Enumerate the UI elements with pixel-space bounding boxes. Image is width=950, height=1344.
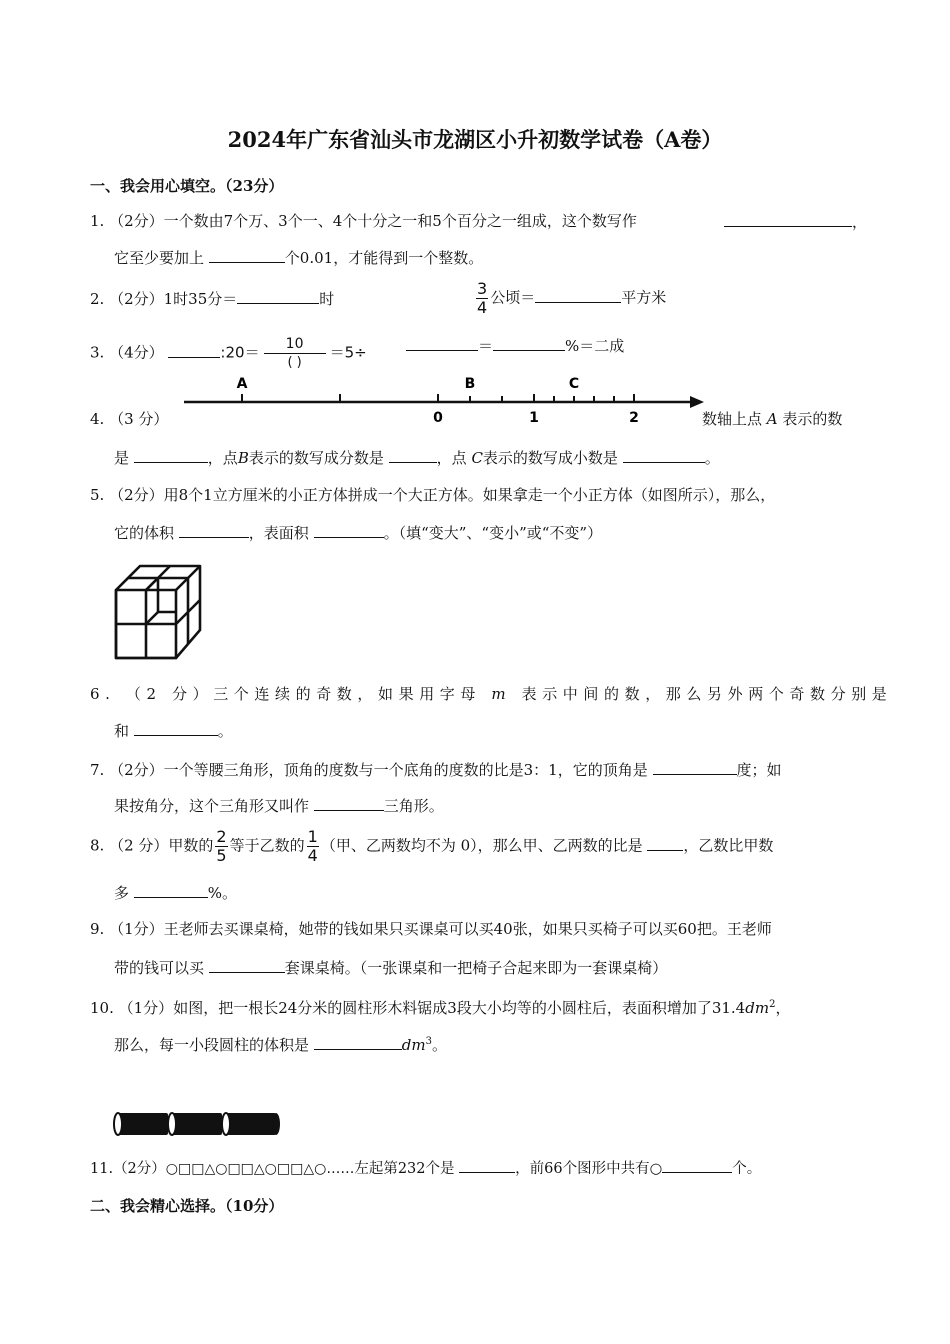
answer-blank[interactable]	[724, 211, 852, 227]
question-text: ＝5÷	[329, 343, 367, 362]
question-text: ，乙数比甲数	[683, 836, 774, 855]
question-points: （1分）	[118, 999, 174, 1017]
question-3	[90, 335, 367, 372]
point-label-c: C	[568, 376, 580, 392]
question-text: 如图，把一根长24分米的圆柱形木料锯成3段大小均等的小圆柱后，表面积增加了31.4	[173, 999, 746, 1017]
question-text: 度；如	[736, 761, 782, 779]
unit-exponent: 2	[769, 999, 776, 1010]
point-label-b: B	[464, 376, 476, 392]
question-text: 数轴上点	[702, 410, 763, 428]
question-text: 三个连续的奇数，如果用字母	[213, 685, 482, 703]
question-text: 王老师去买课桌椅，她带的钱如果只买课桌可以买40张，如果只买椅子可以买60把。王老师	[163, 920, 772, 938]
question-number: 1.	[90, 212, 105, 230]
question-text: 1时35分＝	[163, 290, 238, 308]
question-points: （2分）	[109, 212, 164, 230]
question-points: （2 分）	[109, 836, 169, 855]
question-points: （2 分）	[125, 685, 214, 703]
cylinder-piece	[118, 1113, 168, 1135]
question-text: ，前66个图形中共有○	[515, 1161, 663, 1177]
question-9-line-2	[114, 957, 667, 978]
answer-blank[interactable]	[406, 335, 478, 351]
question-8-line-2	[114, 882, 237, 903]
answer-blank[interactable]	[459, 1157, 515, 1173]
question-10-line-2	[114, 1032, 447, 1055]
answer-blank[interactable]	[179, 522, 249, 538]
fraction-two-fifths	[215, 828, 227, 865]
question-text: 它的体积	[114, 524, 175, 542]
question-points: （2分）	[109, 290, 164, 308]
question-number: 8.	[90, 836, 105, 855]
variable: B	[237, 449, 249, 467]
question-text: 它至少要加上	[114, 249, 205, 267]
question-text: 一个等腰三角形，顶角的度数与一个底角的度数的比是3：1，它的顶角是	[163, 761, 648, 779]
question-text: 表示的数写成分数是	[248, 449, 384, 467]
answer-blank[interactable]	[314, 522, 384, 538]
page-title: 2024年广东省汕头市龙湖区小升初数学试卷（A卷）	[227, 127, 723, 152]
fraction-three-quarters	[476, 280, 488, 317]
question-4-prefix	[90, 409, 168, 429]
shape-sequence: ○□□△○□□△○□□△○……	[165, 1161, 355, 1177]
answer-blank[interactable]	[168, 342, 220, 358]
question-6-line-2	[114, 720, 233, 741]
question-text: 套课桌椅。（一张课桌和一把椅子合起来即为一套课桌椅）	[284, 959, 668, 977]
fraction-denominator[interactable]: ( )	[287, 355, 302, 370]
question-text: 。（填“变大”、“变小”或“不变”）	[383, 524, 603, 542]
fraction-numerator: 1	[307, 827, 318, 846]
answer-blank[interactable]	[134, 447, 208, 463]
question-points: （1分）	[109, 920, 164, 938]
question-2-part-2	[474, 280, 666, 317]
question-text: ，点	[207, 449, 238, 467]
question-number: 2.	[90, 290, 105, 308]
answer-blank[interactable]	[653, 759, 737, 775]
question-10-line-1	[90, 995, 790, 1018]
question-text: 带的钱可以买	[114, 959, 205, 977]
question-3-continued	[406, 335, 624, 356]
question-text: （甲、乙两数均不为 0），那么甲、乙两数的比是	[320, 836, 643, 855]
answer-blank[interactable]	[134, 882, 208, 898]
tick-label-2: 2	[629, 410, 639, 426]
variable: C	[471, 449, 483, 467]
question-number: 5.	[90, 486, 105, 504]
answer-blank[interactable]	[662, 1157, 732, 1173]
question-text: 和	[114, 722, 130, 740]
question-4-line-2	[114, 447, 720, 468]
question-text: 。	[704, 449, 720, 467]
question-1-line-1	[90, 211, 637, 231]
question-2-part-1	[90, 288, 334, 309]
question-text: 多	[114, 884, 130, 902]
question-text: %。	[207, 884, 238, 902]
question-text: ，点	[436, 449, 467, 467]
cylinder-pieces-figure	[112, 1110, 282, 1138]
question-5-line-1	[90, 485, 775, 505]
question-text: 公顷＝	[490, 288, 536, 307]
fraction-numerator: 10	[264, 335, 326, 354]
cylinder-piece	[172, 1113, 222, 1135]
question-8-line-1	[90, 828, 773, 865]
section-heading-fill-blank: 一、我会用心填空。（23分）	[90, 177, 284, 195]
answer-blank[interactable]	[493, 335, 565, 351]
question-points: （2分）	[109, 761, 164, 779]
question-number: 4.	[90, 410, 105, 428]
answer-blank[interactable]	[314, 1034, 402, 1050]
fraction-numerator: 2	[216, 827, 227, 846]
unit-exponent: 3	[425, 1036, 432, 1047]
question-text: 左起第232个是	[354, 1161, 455, 1177]
question-text: 。	[432, 1036, 448, 1054]
question-number: 7.	[90, 761, 105, 779]
question-text: 平方米	[621, 288, 667, 307]
question-1-line-2	[114, 247, 483, 268]
question-text: 表示的数写成小数是	[482, 449, 618, 467]
question-5-line-2	[114, 522, 602, 543]
question-number: 3.	[90, 343, 105, 362]
question-text: 表示中间的数，那么另外两个奇数分别是	[521, 685, 893, 703]
question-text: 个。	[732, 1161, 762, 1177]
question-9-line-1	[90, 919, 772, 939]
fraction-10-over-blank	[264, 335, 326, 372]
question-text: 表示的数	[782, 410, 843, 428]
unit: dm	[401, 1036, 426, 1054]
cylinder-piece	[226, 1113, 276, 1135]
question-text: ＝	[478, 337, 494, 355]
question-text: :20＝	[220, 343, 260, 362]
question-text: 是	[114, 449, 130, 467]
answer-blank[interactable]	[314, 795, 384, 811]
question-text: ，	[852, 213, 868, 231]
question-number: 9.	[90, 920, 105, 938]
fraction-denominator: 4	[477, 298, 488, 317]
question-text: ，	[775, 999, 791, 1017]
variable: m	[491, 685, 512, 703]
answer-blank[interactable]	[209, 957, 285, 973]
answer-blank[interactable]	[535, 287, 621, 303]
question-text: 等于乙数的	[229, 836, 305, 855]
answer-blank[interactable]	[237, 288, 319, 304]
question-6-line-1	[90, 684, 892, 704]
question-text: 。	[217, 722, 233, 740]
question-number: 11.	[90, 1161, 114, 1177]
question-text: 个0.01，才能得到一个整数。	[284, 249, 484, 267]
question-4-line-1-end	[702, 409, 842, 429]
fraction-numerator: 3	[477, 279, 488, 298]
question-points: （2分）	[109, 486, 164, 504]
fraction-denominator: 5	[216, 846, 227, 865]
number-line-figure	[180, 372, 710, 430]
answer-blank[interactable]	[209, 247, 285, 263]
tick-label-0: 0	[433, 410, 443, 426]
question-points: （3 分）	[109, 410, 169, 428]
fraction-one-quarter	[307, 828, 319, 865]
question-number: 10.	[90, 999, 114, 1017]
tick-label-1: 1	[529, 410, 539, 426]
question-text: 时	[319, 290, 335, 308]
question-text: 那么，每一小段圆柱的体积是	[114, 1036, 310, 1054]
answer-blank[interactable]	[623, 447, 705, 463]
question-number: 6.	[90, 685, 116, 703]
question-text: 用8个1立方厘米的小正方体拼成一个大正方体。如果拿走一个小正方体（如图所示），那么，	[163, 486, 776, 504]
answer-blank[interactable]	[647, 835, 683, 851]
cube-figure	[110, 560, 210, 666]
question-7-line-1	[90, 759, 782, 780]
question-text: 果按角分，这个三角形又叫作	[114, 797, 310, 815]
answer-blank[interactable]	[389, 447, 437, 463]
section-heading-multiple-choice: 二、我会精心选择。（10分）	[90, 1197, 284, 1215]
question-text: 甲数的	[168, 836, 214, 855]
question-points: （2分）	[113, 1161, 166, 1177]
question-text: ，表面积	[248, 524, 309, 542]
fraction-denominator: 4	[307, 846, 318, 865]
question-1-blank-1-wrap	[724, 211, 867, 232]
question-text: %＝二成	[565, 337, 625, 355]
question-7-line-2	[114, 795, 444, 816]
number-line-arrow	[690, 396, 704, 408]
question-text: 三角形。	[383, 797, 444, 815]
unit: dm	[745, 999, 770, 1017]
question-text: 一个数由7个万、3个一、4个十分之一和5个百分之一组成，这个数写作	[163, 212, 637, 230]
point-label-a: A	[236, 376, 248, 392]
answer-blank[interactable]	[134, 720, 218, 736]
question-11	[90, 1157, 761, 1179]
variable: A	[766, 410, 778, 428]
question-points: （4分）	[109, 343, 164, 362]
